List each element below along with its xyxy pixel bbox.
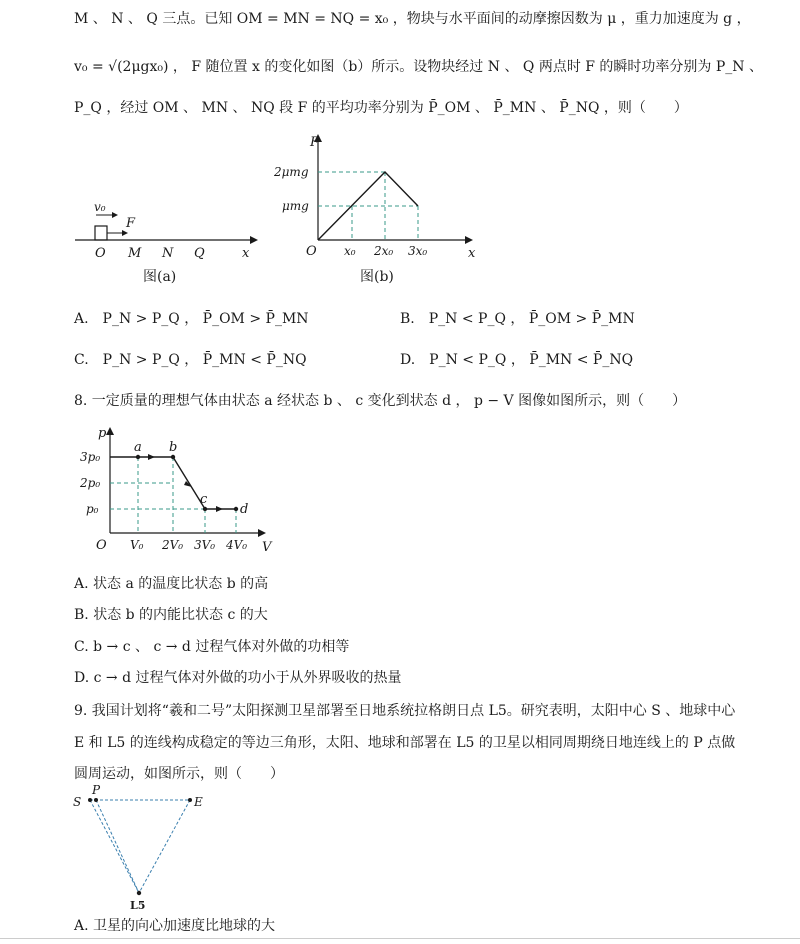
fig-b-origin: O	[306, 244, 317, 259]
fig-b-xtick-2x0: 2x₀	[374, 244, 394, 258]
q7-stem-line-3: P_Q ，经过 OM 、 MN 、 NQ 段 F 的平均功率分别为 P̄_OM 、 P̄_MN 、 P̄_NQ ，则（ ）	[74, 100, 688, 116]
fig-b-xtick-3x0: 3x₀	[408, 244, 428, 258]
q8-option-c[interactable]: C. b → c 、 c → d 过程气体对外做的功相等	[74, 639, 350, 655]
fig-a-f-label: F	[126, 216, 136, 231]
q8-xtick-3v0: 3V₀	[194, 538, 216, 552]
q8-pv-graph	[78, 423, 288, 558]
q8-option-d[interactable]: D. c → d 过程气体对外做的功小于从外界吸收的热量	[74, 670, 402, 686]
q8-x-axis-label: V	[262, 540, 272, 555]
q8-ytick-p0: p₀	[86, 502, 99, 516]
fig-b-ytick-umg: μmg	[282, 199, 309, 213]
q8-point-d: d	[240, 502, 249, 517]
fig-b-x-axis-label: x	[468, 246, 476, 261]
q7-figure-b	[270, 132, 480, 262]
fig-a-label-m: M	[128, 246, 142, 261]
q8-xtick-4v0: 4V₀	[226, 538, 248, 552]
q8-xtick-v0: V₀	[130, 538, 144, 552]
q9-triangle-figure	[68, 780, 228, 915]
q8-y-axis-label: p	[98, 426, 107, 441]
q9-stem-line-2: E 和 L5 的连线构成稳定的等边三角形，太阳、地球和部署在 L5 的卫星以相同周期绕日地连线上的 P 点做	[74, 735, 736, 751]
q8-ytick-3p0: 3p₀	[80, 450, 101, 464]
fig-a-v0-label: v₀	[94, 200, 106, 214]
q8-stem: 8. 一定质量的理想气体由状态 a 经状态 b 、 c 变化到状态 d ， p − V 图像如图所示，则（ ）	[74, 393, 687, 409]
q8-point-a: a	[134, 440, 142, 455]
fig-a-caption: 图(a)	[143, 269, 177, 285]
q9-stem-line-3: 圆周运动，如图所示，则（ ）	[74, 766, 284, 782]
q9-option-a[interactable]: A. 卫星的向心加速度比地球的大	[74, 918, 276, 934]
q8-xtick-2v0: 2V₀	[162, 538, 184, 552]
q8-option-a[interactable]: A. 状态 a 的温度比状态 b 的高	[74, 576, 269, 592]
q7-stem-line-2: v₀ = √(2μgx₀) ， F 随位置 x 的变化如图（b）所示。设物块经过 N 、 Q 两点时 F 的瞬时功率分别为 P_N 、	[74, 59, 764, 75]
q7-option-b[interactable]: B. P_N < P_Q ， P̄_OM > P̄_MN	[400, 311, 635, 327]
fig-b-xtick-x0: x₀	[344, 244, 356, 258]
q7-option-d[interactable]: D. P_N < P_Q ， P̄_MN < P̄_NQ	[400, 352, 634, 368]
q7-option-a[interactable]: A. P_N > P_Q ， P̄_OM > P̄_MN	[74, 311, 309, 327]
q7-figure-a	[70, 195, 270, 265]
q7-option-c[interactable]: C. P_N > P_Q ， P̄_MN < P̄_NQ	[74, 352, 307, 368]
q9-label-l5: L5	[130, 899, 146, 912]
fig-a-label-n: N	[162, 246, 174, 261]
q9-label-e: E	[194, 795, 203, 809]
q7-stem-line-1: M 、 N 、 Q 三点。已知 OM = MN = NQ = x₀ ，物块与水平面间的动摩擦因数为 μ ，重力加速度为 g ，	[74, 11, 751, 27]
q8-point-b: b	[169, 440, 178, 455]
fig-a-label-q: Q	[194, 246, 205, 261]
q8-origin: O	[96, 538, 107, 553]
q8-option-b[interactable]: B. 状态 b 的内能比状态 c 的大	[74, 607, 268, 623]
fig-a-label-o: O	[95, 246, 106, 261]
q9-stem-line-1: 9. 我国计划将“羲和二号”太阳探测卫星部署至日地系统拉格朗日点 L5。研究表明，太阳中心 S 、地球中心	[74, 703, 736, 719]
q8-point-c: c	[200, 492, 208, 507]
fig-b-ytick-2umg: 2μmg	[274, 165, 309, 179]
fig-b-y-axis-label: F	[310, 135, 320, 150]
q9-label-s: S	[73, 795, 82, 809]
q8-ytick-2p0: 2p₀	[80, 476, 101, 490]
page-footer-rule	[0, 938, 800, 939]
fig-b-caption: 图(b)	[360, 269, 394, 285]
q9-label-p: P	[92, 783, 101, 797]
fig-a-label-x: x	[242, 246, 250, 261]
